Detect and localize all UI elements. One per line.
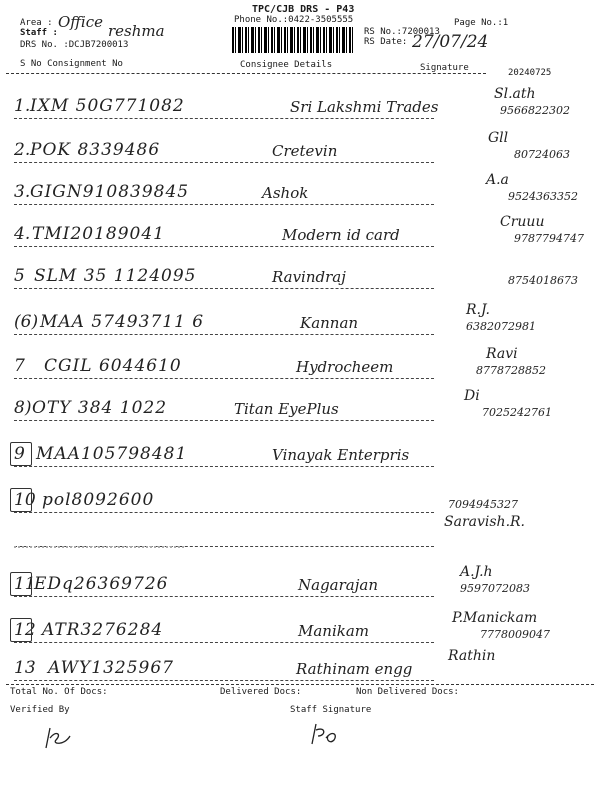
consignment-number: MAA 57493711 6 [40, 312, 205, 332]
area-handwritten: Office [58, 13, 103, 31]
footer-divider [6, 684, 594, 685]
faded-entry [14, 546, 184, 548]
receiver-phone: 7094945327 [448, 498, 518, 511]
row-underline [14, 118, 434, 119]
non-delivered-docs-label: Non Delivered Docs: [356, 687, 459, 697]
date-stamp: 20240725 [508, 68, 552, 78]
consignment-number: GIGN910839845 [30, 182, 190, 202]
receiver-signature: Saravish.R. [444, 514, 526, 530]
consignee-name: Modern id card [282, 226, 400, 244]
row-underline [14, 680, 434, 681]
row-number: 3. [14, 182, 31, 202]
row-underline [14, 288, 434, 289]
row-underline [14, 378, 434, 379]
receiver-phone: 9566822302 [500, 104, 570, 117]
row-underline [14, 162, 434, 163]
receiver-signature: Cruuu [500, 214, 545, 230]
consignment-number: IXM 50G771082 [30, 96, 185, 116]
row-underline [14, 466, 434, 467]
col-consignee: Consignee Details [240, 60, 333, 70]
consignee-name: Rathinam engg [296, 660, 413, 678]
barcode [232, 27, 354, 53]
phone-number: Phone No.:0422-3505555 [234, 15, 354, 25]
row-underline [14, 420, 434, 421]
page-number: Page No.:1 [454, 18, 509, 28]
consignment-number: SLM 35 1124095 [34, 266, 197, 286]
consignment-number: TMI20189041 [32, 224, 165, 244]
receiver-phone: 9787794747 [514, 232, 584, 245]
receiver-phone: 7025242761 [482, 406, 552, 419]
row-number: 5 [14, 266, 25, 286]
staff-signature-mark [306, 720, 346, 748]
row-number: (6) [14, 312, 39, 332]
receiver-signature: R.J. [466, 302, 490, 318]
row-underline [14, 204, 434, 205]
delivered-docs-label: Delivered Docs: [220, 687, 302, 697]
col-signature: Signature [420, 63, 469, 73]
row-underline [14, 596, 434, 597]
header-divider [6, 73, 486, 74]
receiver-signature: P.Manickam [452, 610, 538, 626]
report-title: TPC/CJB DRS - P43 [252, 4, 355, 15]
row-number: 12 [14, 620, 36, 640]
consignee-name: Manikam [298, 622, 370, 640]
consignee-name: Hydrocheem [296, 358, 394, 376]
receiver-phone: 7778009047 [480, 628, 550, 641]
consignee-name: Ashok [262, 184, 309, 202]
consignee-name: Sri Lakshmi Trades [290, 98, 439, 116]
staff-handwritten: reshma [108, 22, 165, 40]
drs-number: DRS No. :DCJB7200013 [20, 40, 129, 50]
rs-date-label: RS Date: [364, 37, 408, 47]
verified-by-label: Verified By [10, 705, 70, 715]
consignee-name: Kannan [300, 314, 359, 332]
receiver-signature: A.J.h [460, 564, 493, 580]
consignment-number: pol8092600 [42, 490, 155, 510]
receiver-signature: A.a [486, 172, 509, 188]
consignment-number: OTY 384 1022 [32, 398, 168, 418]
receiver-phone: 6382072981 [466, 320, 536, 333]
consignee-name: Titan EyePlus [234, 400, 339, 418]
consignee-name: Ravindraj [272, 268, 346, 286]
rs-date-handwritten: 27/07/24 [412, 32, 489, 52]
row-number-box [10, 572, 32, 596]
row-number: 8) [14, 398, 32, 418]
row-underline [14, 246, 434, 247]
row-number: 4. [14, 224, 31, 244]
consignment-number: CGIL 6044610 [44, 356, 182, 376]
row-number: 11 [14, 574, 36, 594]
consignment-number: ATR3276284 [42, 620, 164, 640]
receiver-phone: 8754018673 [508, 274, 578, 287]
receiver-phone: 9597072083 [460, 582, 530, 595]
row-underline [14, 642, 434, 643]
col-sno-consignment: S No Consignment No [20, 59, 123, 69]
receiver-signature: Di [464, 388, 480, 404]
receiver-phone: 9524363352 [508, 190, 578, 203]
receiver-signature: Ravi [486, 346, 518, 362]
receiver-signature: Rathin [448, 648, 496, 664]
staff-label: Staff : [20, 28, 58, 38]
area-label: Area : [20, 18, 53, 28]
consignment-number: MAA105798481 [36, 444, 188, 464]
staff-signature-label: Staff Signature [290, 705, 372, 715]
row-number: 10 [14, 490, 36, 510]
receiver-phone: 80724063 [514, 148, 570, 161]
row-number: 13 [14, 658, 36, 678]
row-underline [14, 334, 434, 335]
row-number: 7 [14, 356, 25, 376]
rs-number: RS No.:7200013 [364, 27, 440, 37]
verifier-signature-mark [40, 724, 80, 752]
row-number: 9 [14, 444, 25, 464]
row-number-box [10, 618, 32, 642]
receiver-signature: Sl.ath [494, 86, 536, 102]
consignment-number: EDq26369726 [34, 574, 169, 594]
total-docs-label: Total No. Of Docs: [10, 687, 108, 697]
receiver-phone: 8778728852 [476, 364, 546, 377]
row-number: 1. [14, 96, 31, 116]
consignee-name: Vinayak Enterpris [272, 446, 410, 464]
receiver-signature: Gll [488, 130, 509, 146]
row-underline [14, 512, 434, 513]
consignee-name: Nagarajan [298, 576, 378, 594]
consignment-number: POK 8339486 [30, 140, 161, 160]
row-number: 2. [14, 140, 31, 160]
consignee-name: Cretevin [272, 142, 338, 160]
consignment-number: AWY1325967 [48, 658, 174, 678]
row-number-box [10, 488, 32, 512]
row-number-box [10, 442, 32, 466]
